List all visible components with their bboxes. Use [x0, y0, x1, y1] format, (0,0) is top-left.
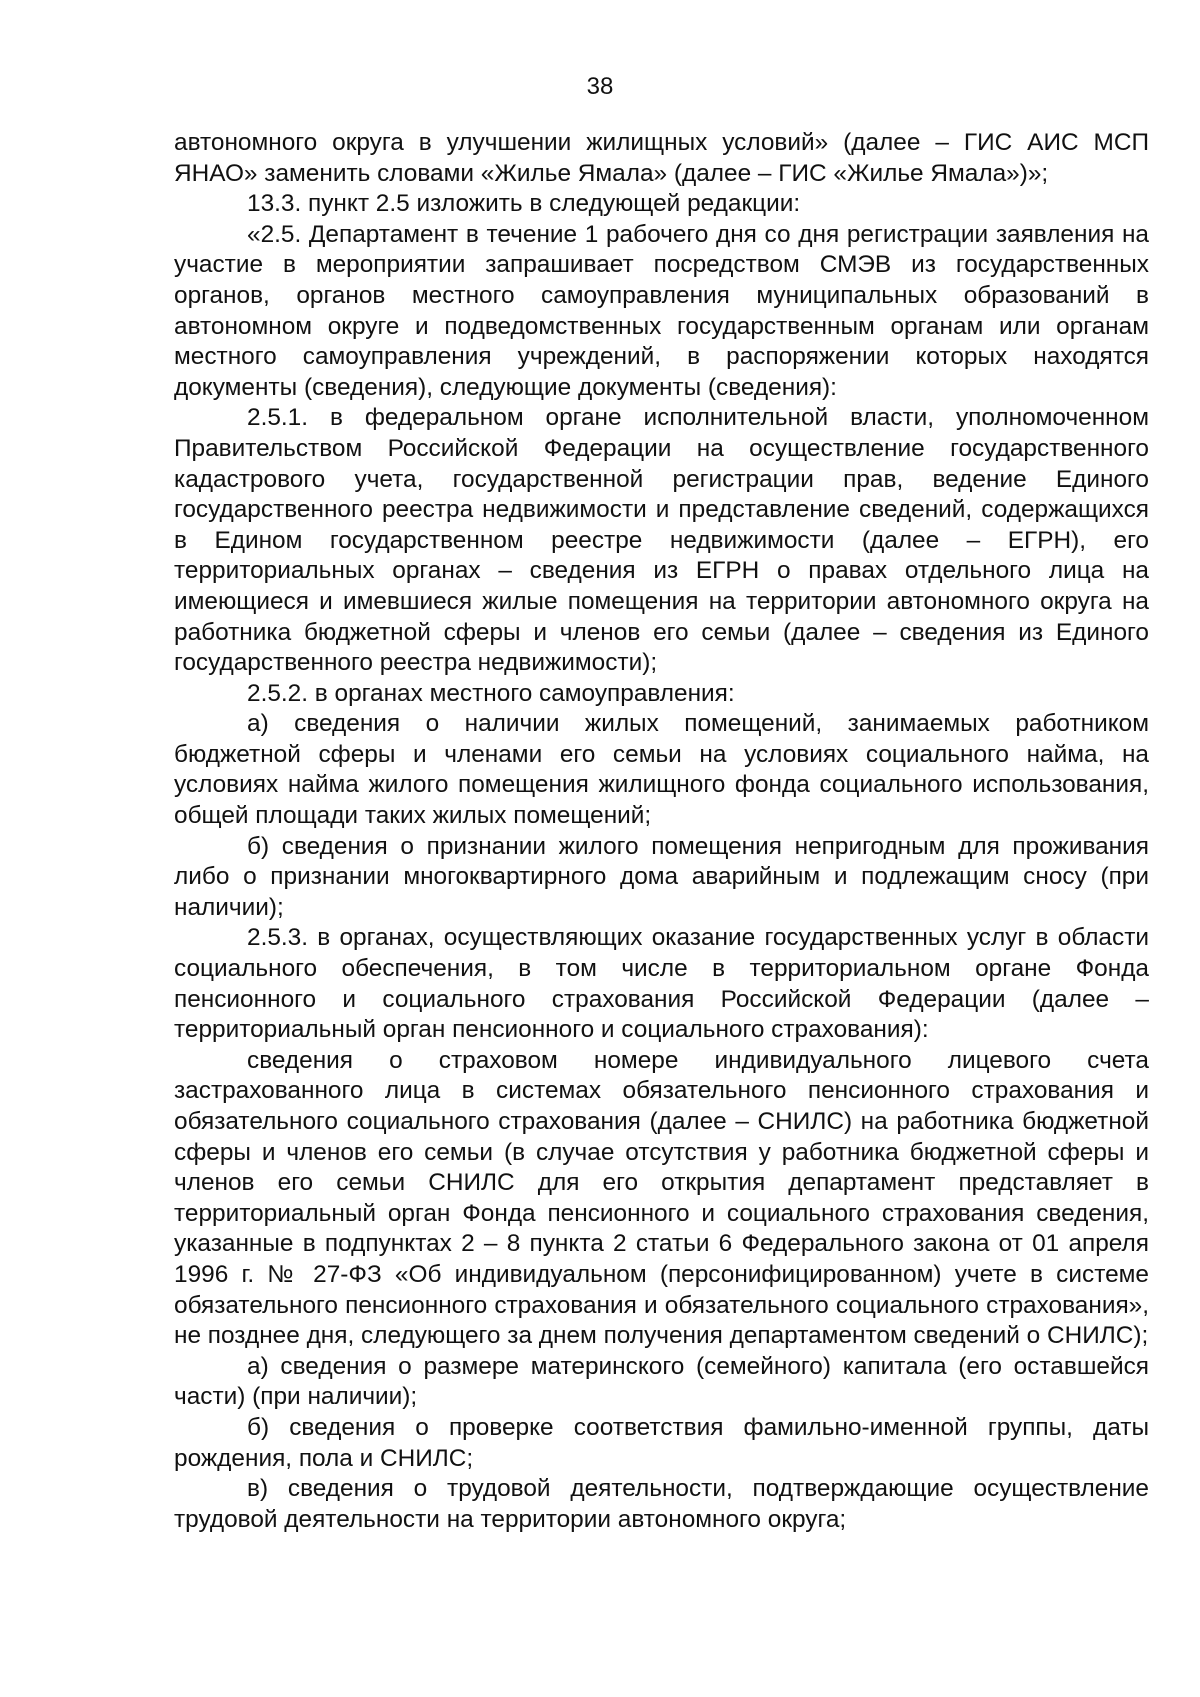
- paragraph-2-5-2-a: а) сведения о наличии жилых помещений, занимаемых работником бюджетной сферы и членами его семьи на условиях социального найма, на условиях найма жилого помещения жилищного фонда социального использования, общей площади таких жилых помещений;: [174, 710, 1149, 830]
- paragraph-2-5-2: 2.5.2. в органах местного самоуправления:: [247, 679, 735, 707]
- paragraph-2-5-3-v: в) сведения о трудовой деятельности, подтверждающие осуществление трудовой деятельности на территории автономного округа;: [174, 1475, 1149, 1533]
- paragraph-continuation: автономного округа в улучшении жилищных условий» (далее – ГИС АИС МСП ЯНАО» заменить словами «Жилье Ямала» (далее – ГИС «Жилье Ямала»)»;: [174, 129, 1149, 187]
- paragraph-snils: сведения о страховом номере индивидуального лицевого счета застрахованного лица в системах обязательного пенсионного страхования и обязательного социального страхования (далее – СНИЛС) на работника бюджетной сферы и членов его семьи (в случае отсутствия у работника бюджетной сферы и членов его семьи СНИЛС для его открытия департамент представляет в территориальный орган Фонда пенсионного и социального страхования сведения, указанные в подпунктах 2 – 8 пункта 2 статьи 6 Федерального закона от 01 апреля 1996 г. № 27-ФЗ «Об индивидуальном (персонифицированном) учете в системе обязательного пенсионного страхования и обязательного социального страхования», не позднее дня, следующего за днем получения департаментом сведений о СНИЛС);: [174, 1046, 1149, 1350]
- paragraph-2-5-3: 2.5.3. в органах, осуществляющих оказание государственных услуг в области социального обеспечения, в том числе в территориальном органе Фонда пенсионного и социального страхования Российской Федерации (далее – территориальный орган пенсионного и социального страхования):: [174, 924, 1149, 1044]
- document-body: [174, 128, 1149, 1535]
- paragraph-2-5-2-b: б) сведения о признании жилого помещения непригодным для проживания либо о признании многоквартирного дома аварийным и подлежащим сносу (при наличии);: [174, 832, 1149, 921]
- paragraph-2-5-1: 2.5.1. в федеральном органе исполнительной власти, уполномоченном Правительством Российской Федерации на осуществление государственного кадастрового учета, государственной регистрации прав, ведение Единого государственного реестра недвижимости и представление сведений, содержащихся в Едином государственном реестре недвижимости (далее – ЕГРН), его территориальных органах – сведения из ЕГРН о правах отдельного лица на имеющиеся и имевшиеся жилые помещения на территории автономного округа на работника бюджетной сферы и членов его семьи (далее – сведения из Единого государственного реестра недвижимости);: [174, 404, 1149, 677]
- paragraph-2-5: «2.5. Департамент в течение 1 рабочего дня со дня регистрации заявления на участие в мероприятии запрашивает посредством СМЭВ из государственных органов, органов местного самоуправления муниципальных образований в автономном округе и подведомственных государственным органам или органам местного самоуправления учреждений, в распоряжении которых находятся документы (сведения), следующие документы (сведения):: [174, 220, 1149, 401]
- paragraph-2-5-3-b: б) сведения о проверке соответствия фамильно-именной группы, даты рождения, пола и СНИЛС;: [174, 1413, 1149, 1472]
- page-number: 38: [586, 73, 614, 100]
- paragraph-13-3: 13.3. пункт 2.5 изложить в следующей редакции:: [247, 190, 801, 218]
- paragraph-2-5-3-a: а) сведения о размере материнского (семейного) капитала (его оставшейся части) (при наличии);: [174, 1352, 1149, 1411]
